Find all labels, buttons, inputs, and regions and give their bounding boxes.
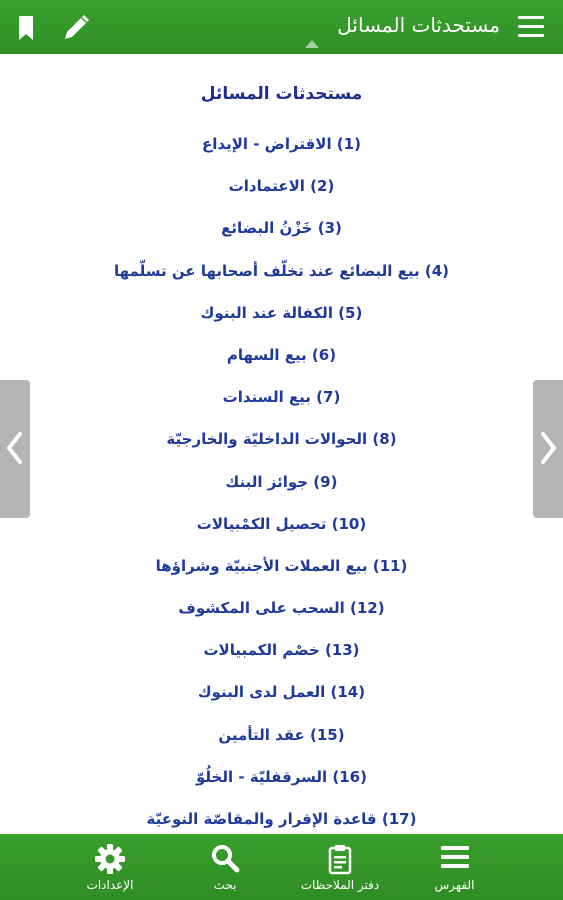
toc-item-3[interactable]: (3) خَزْنُ البضائع	[221, 219, 342, 238]
toc-item-2[interactable]: (2) الاعتمادات	[228, 177, 335, 196]
nav-notebook[interactable]	[285, 834, 395, 900]
page-heading: مستحدثات المسائل	[200, 84, 363, 104]
bookmark-icon[interactable]	[14, 13, 38, 43]
toc-item-7[interactable]: (7) بيع السندات	[222, 388, 341, 407]
content-area	[0, 54, 563, 834]
toc-item-1[interactable]: (1) الاقتراض - الإيداع	[202, 135, 361, 153]
toc-item-16[interactable]: (16) السرقفليّة - الخلُوّ	[196, 767, 367, 786]
app-bar	[0, 0, 563, 54]
toc-item-13[interactable]: (13) خصْم الكمبيالات	[203, 641, 360, 660]
nav-notebook-label: دفتر الملاحظات	[300, 878, 380, 892]
search-icon	[210, 843, 240, 877]
toc-item-15[interactable]: (15) عقد التأمين	[218, 725, 345, 744]
chevron-right-icon	[537, 430, 559, 466]
toc-item-5[interactable]: (5) الكفالة عند البنوك	[200, 303, 363, 322]
gear-icon	[94, 843, 126, 879]
app-title: مستحدثات المسائل	[337, 13, 500, 37]
toc-item-6[interactable]: (6) بيع السهام	[226, 345, 337, 364]
toc-item-4[interactable]: (4) بيع البضائع عند تخلّف أصحابها عن تسلّمها	[114, 261, 449, 280]
hamburger-icon[interactable]	[518, 16, 544, 38]
list-icon	[439, 843, 471, 875]
toc-item-14[interactable]: (14) العمل لدى البنوك	[197, 683, 366, 702]
toc-item-12[interactable]: (12) السحب على المكشوف	[178, 599, 385, 618]
prev-page-button[interactable]	[0, 380, 30, 518]
toc-item-17[interactable]: (17) قاعدة الإقرار والمقاصّة النوعيّة	[146, 810, 417, 828]
nav-index[interactable]	[412, 834, 497, 900]
nav-index-label: الفهرس	[434, 878, 475, 892]
notebook-icon	[326, 843, 354, 879]
pencil-icon[interactable]	[60, 12, 92, 44]
nav-settings[interactable]	[70, 834, 150, 900]
toc-item-9[interactable]: (9) جوائز البنك	[225, 472, 338, 491]
chevron-left-icon	[4, 430, 26, 466]
nav-search-label: بحث	[213, 878, 237, 892]
toc-item-11[interactable]: (11) بيع العملات الأجنبيّة وشراؤها	[155, 556, 408, 575]
toc-item-8[interactable]: (8) الحوالات الداخليّة والخارجيّة	[166, 430, 397, 449]
nav-search[interactable]	[185, 834, 265, 900]
next-page-button[interactable]	[533, 380, 563, 518]
tab-notch	[305, 40, 319, 48]
toc-list	[0, 132, 563, 834]
bottom-nav	[0, 834, 563, 900]
nav-settings-label: الإعدادات	[86, 878, 134, 892]
toc-item-10[interactable]: (10) تحصيل الكمْبيالات	[196, 514, 367, 533]
